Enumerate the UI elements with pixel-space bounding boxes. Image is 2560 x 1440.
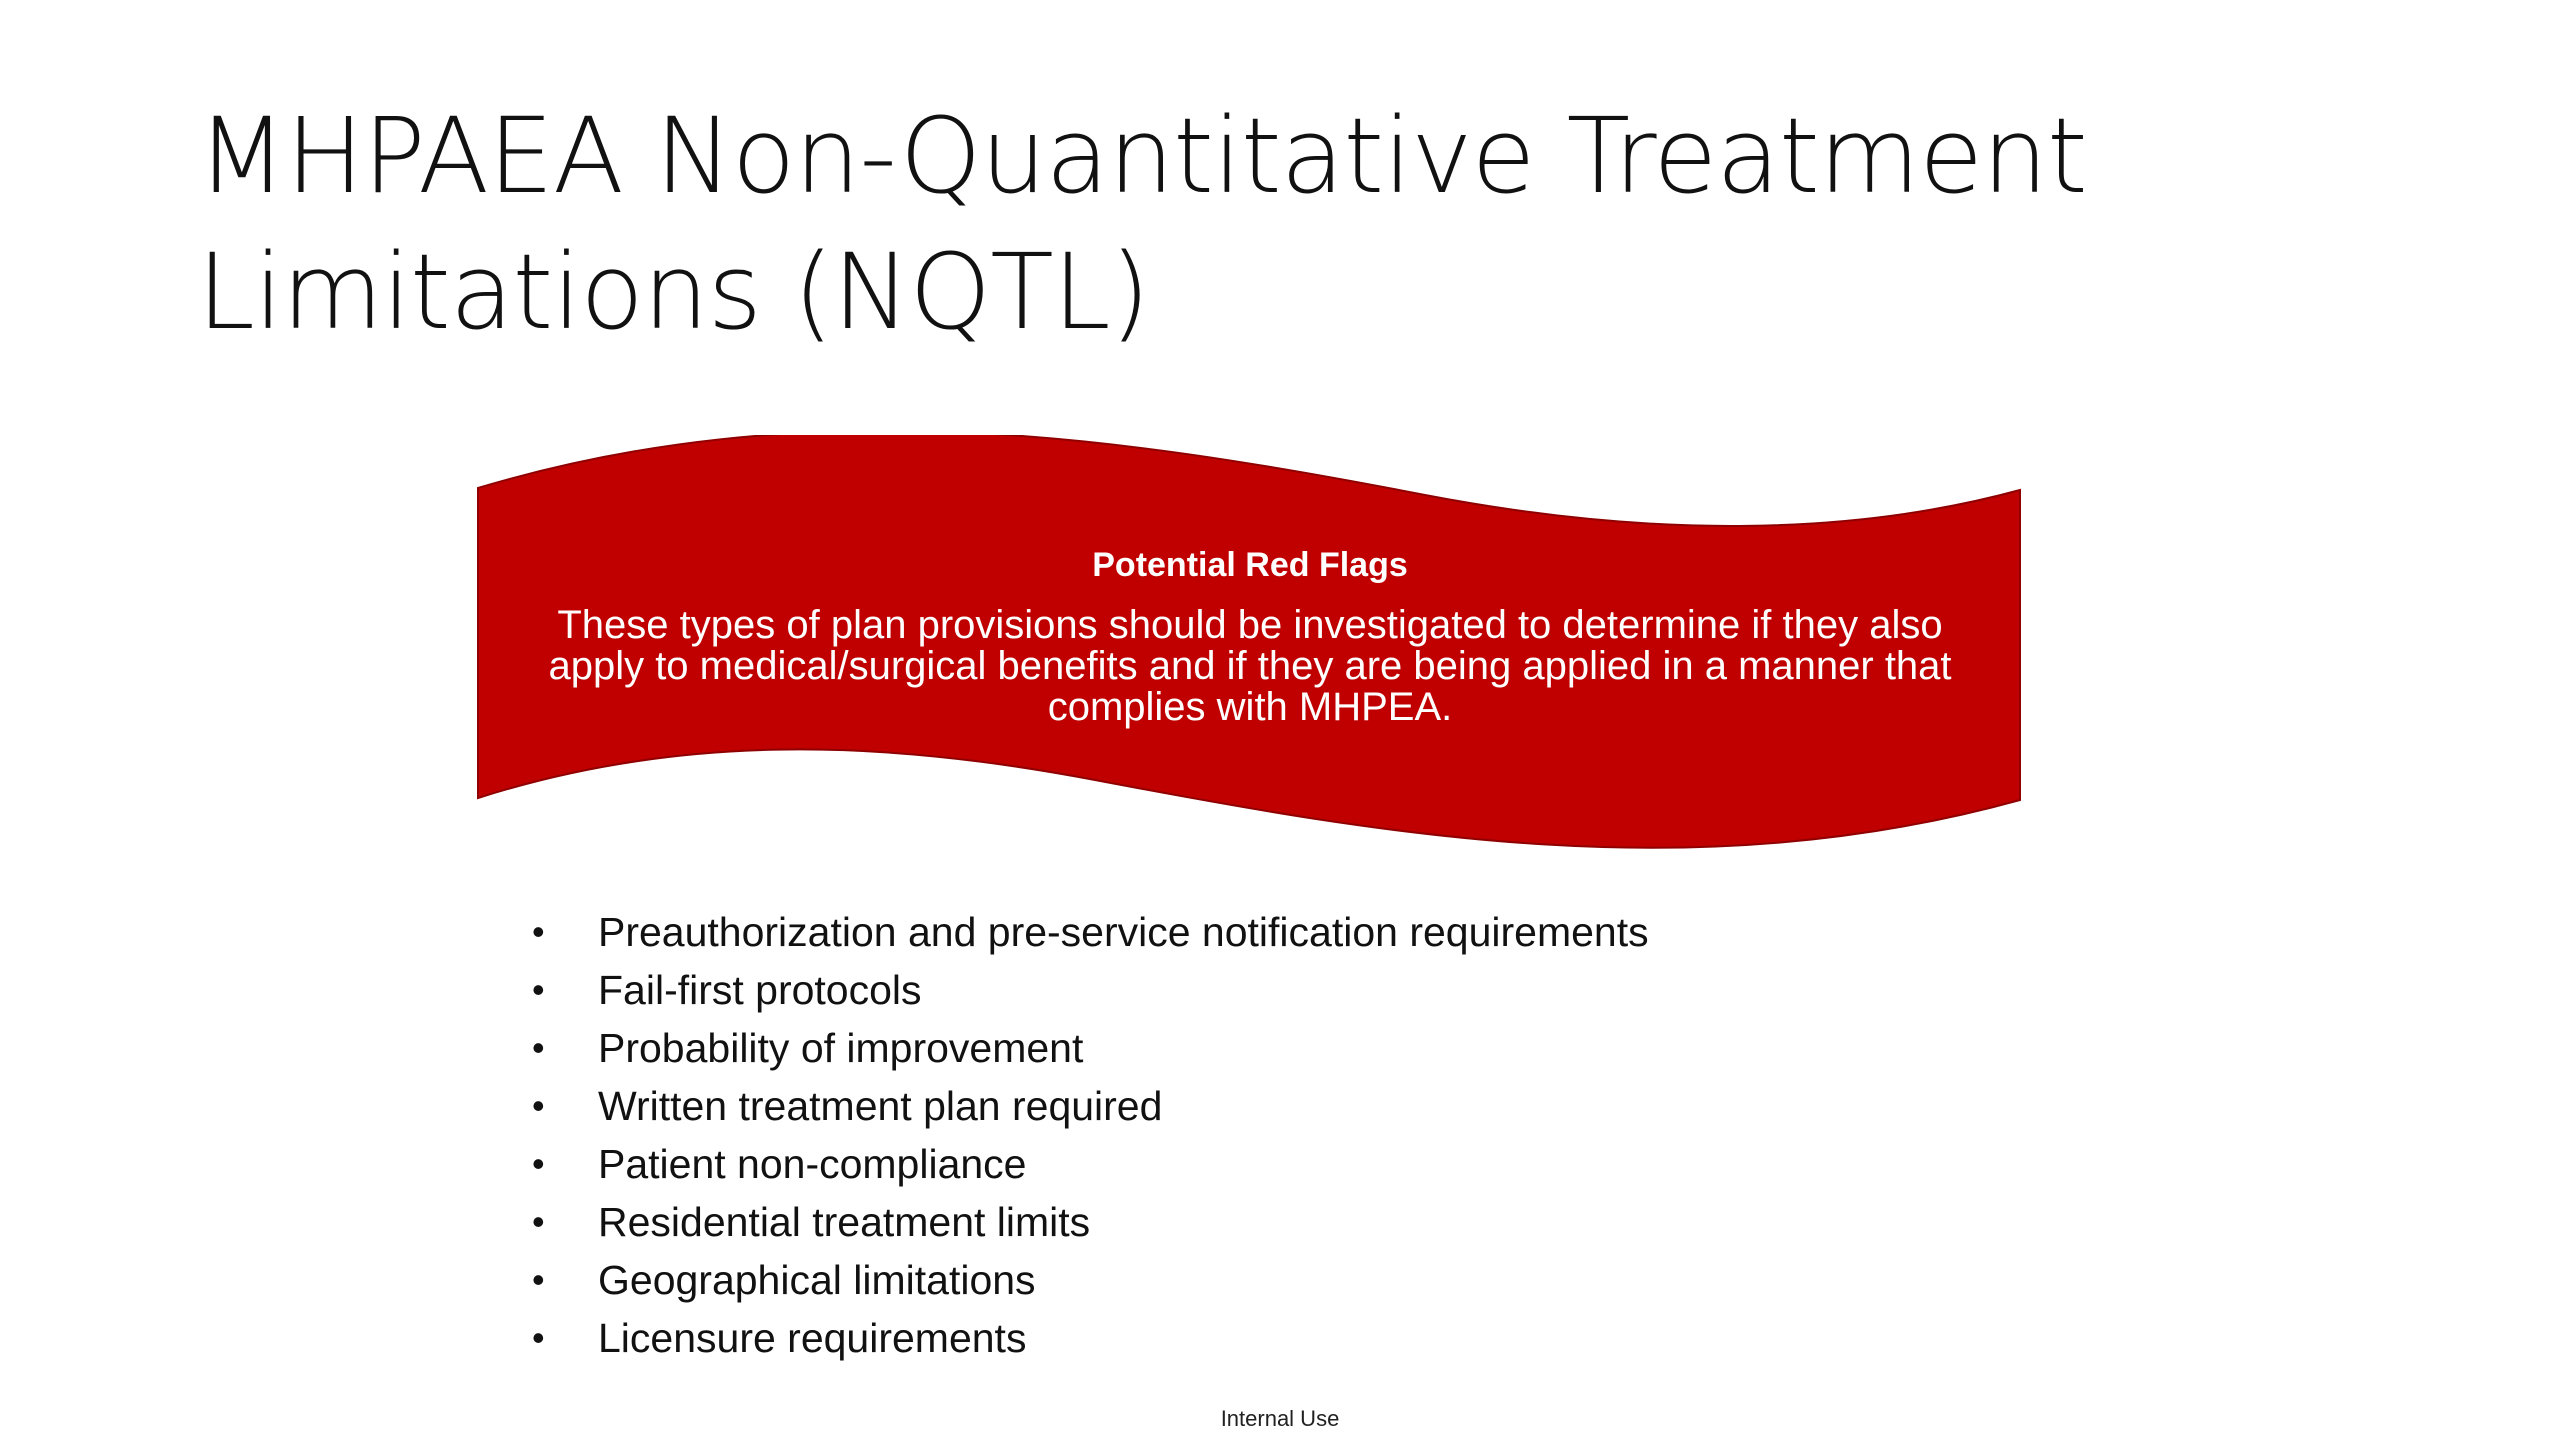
bullet-icon: • [532, 1027, 545, 1068]
list-item [530, 961, 1649, 1019]
list-item [530, 1019, 1649, 1077]
list-item-text: Written treatment plan required [598, 1083, 1163, 1129]
banner-body-text: These types of plan provisions should be investigated to determine if they also apply to medical/surgical benefits and if they are being applied in a manner that complies with MHPEA. [548, 603, 1952, 729]
bullet-icon: • [532, 969, 545, 1010]
bullet-icon: • [532, 1259, 545, 1300]
list-item-text: Patient non-compliance [598, 1141, 1027, 1187]
list-item-text: Fail-first protocols [598, 967, 922, 1013]
slide-title [197, 88, 2297, 360]
list-item [530, 1135, 1649, 1193]
list-item-text: Probability of improvement [598, 1025, 1084, 1071]
list-item [530, 903, 1649, 961]
slide-title-line-1: MHPAEA Non-Quantitative Treatment [197, 95, 2087, 217]
list-item [530, 1077, 1649, 1135]
red-flags-list [530, 903, 1649, 1367]
list-item [530, 1251, 1649, 1309]
bullet-icon: • [532, 1317, 545, 1358]
bullet-icon: • [532, 1143, 545, 1184]
list-item-text: Residential treatment limits [598, 1199, 1091, 1245]
banner-heading: Potential Red Flags [1092, 546, 1408, 584]
bullet-icon: • [532, 1201, 545, 1242]
list-item-text: Geographical limitations [598, 1257, 1036, 1303]
internal-use-label: Internal Use [1220, 1406, 1340, 1431]
bullet-icon: • [532, 911, 545, 952]
list-item [530, 1309, 1649, 1367]
slide-title-line-2: Limitations (NQTL) [197, 231, 1150, 353]
bullet-icon: • [532, 1085, 545, 1126]
list-item-text: Licensure requirements [598, 1315, 1027, 1361]
red-flags-banner [475, 435, 2025, 855]
list-item-text: Preauthorization and pre-service notification requirements [598, 909, 1649, 955]
list-item [530, 1193, 1649, 1251]
